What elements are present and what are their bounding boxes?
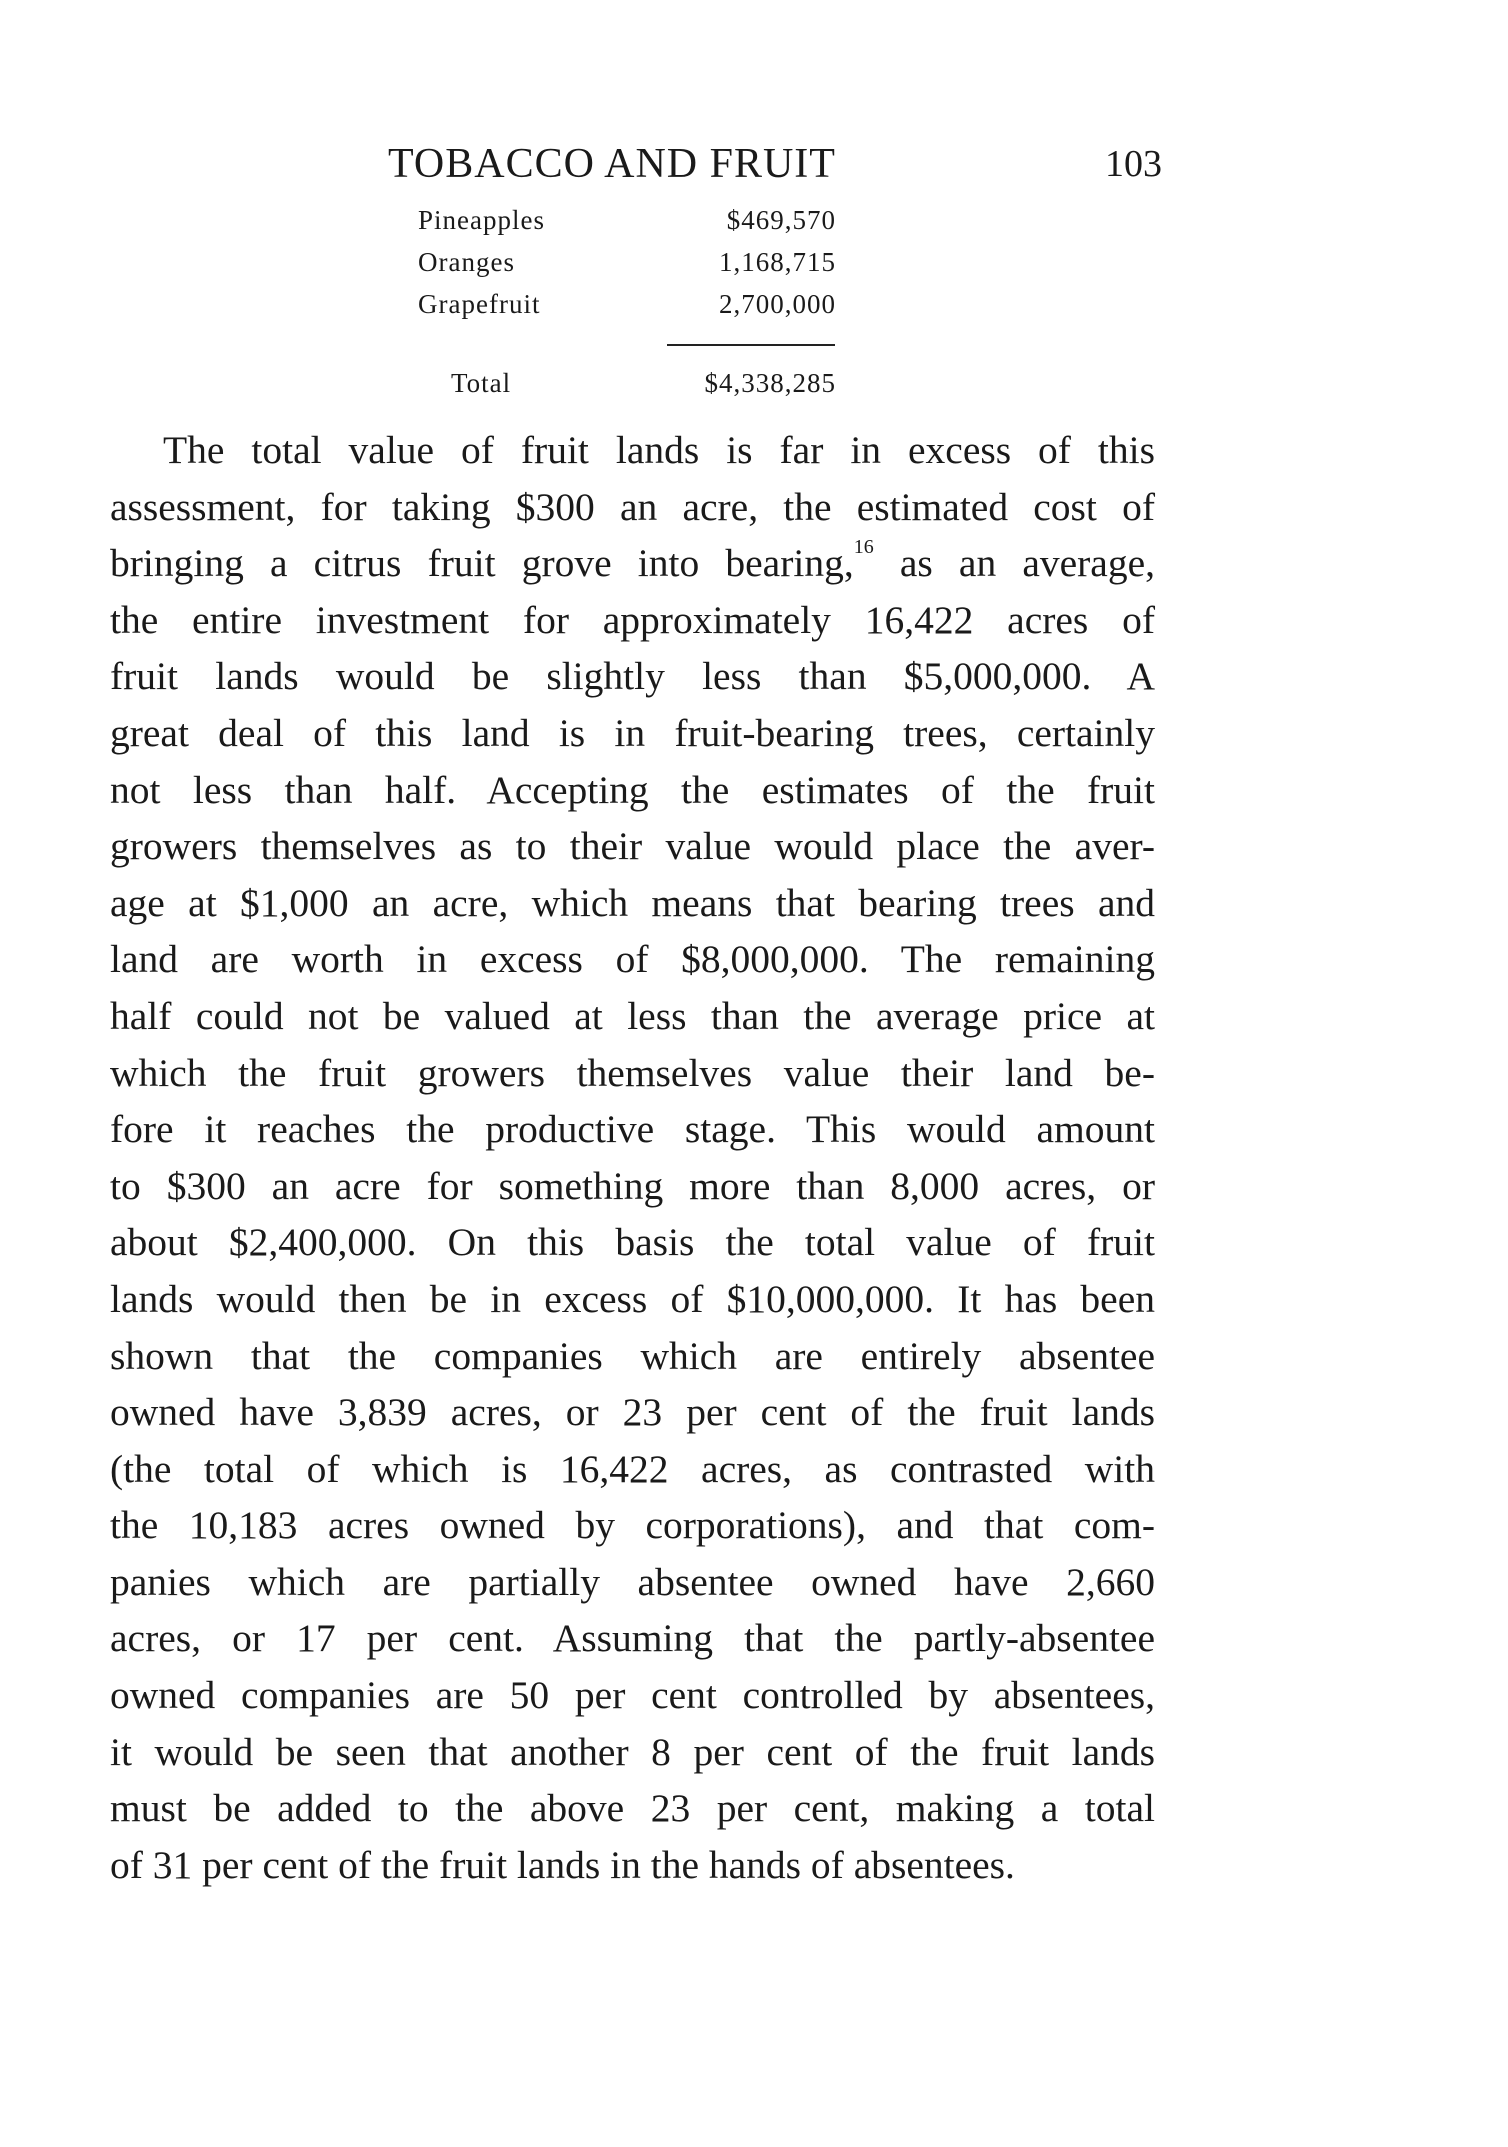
total-label: Total [451,368,512,398]
text-line: owned have 3,839 acres, or 23 per cent of the fruit lands [110,1390,1155,1435]
text-line: of 31 per cent of the fruit lands in the hands of absentees. [110,1842,1015,1887]
text-line: The total value of fruit lands is far in excess of this [163,428,1155,472]
text-line: about $2,400,000. On this basis the total value of fruit [110,1220,1155,1265]
text-line: growers themselves as to their value would place the aver- [110,824,1155,869]
text-line: shown that the companies which are entirely absentee [110,1333,1155,1378]
text-line: which the fruit growers themselves value their land be- [110,1050,1155,1095]
text-line: not less than half. Accepting the estimates of the fruit [110,767,1155,812]
text-segment: bringing a citrus fruit grove into bearing, [110,541,854,586]
text-line: (the total of which is 16,422 acres, as contrasted with [110,1446,1155,1491]
text-line: land are worth in excess of $8,000,000. The remaining [110,937,1155,982]
text-line: to $300 an acre for something more than 8,000 acres, or [110,1163,1155,1208]
text-line: fore it reaches the productive stage. This would amount [110,1107,1155,1152]
running-title: TOBACCO AND FRUIT [388,141,836,187]
text-line: must be added to the above 23 per cent, making a total [110,1786,1155,1831]
text-line: the 10,183 acres owned by corporations), and that com- [110,1503,1155,1548]
text-line: half could not be valued at less than the average price at [110,993,1155,1038]
sum-rule [667,344,835,346]
footnote-reference: 16 [853,536,874,559]
row-label: Pineapples [418,205,545,235]
row-label: Grapefruit [418,289,541,319]
row-value: 1,168,715 [719,247,836,277]
total-value: $4,338,285 [704,368,836,398]
text-line: age at $1,000 an acre, which means that bearing trees and [110,880,1155,925]
text-line-with-footnote [110,535,1155,592]
text-line: assessment, for taking $300 an acre, the estimated cost of [110,484,1155,529]
text-line: the entire investment for approximately 16,422 acres of [110,597,1155,642]
row-label: Oranges [418,247,515,277]
body-paragraph [110,422,1155,1893]
text-segment: as an average, [873,541,1155,586]
row-value: 2,700,000 [719,289,836,319]
text-line: lands would then be in excess of $10,000,000. It has been [110,1276,1155,1321]
text-line: owned companies are 50 per cent controlled by absentees, [110,1673,1155,1718]
text-line: it would be seen that another 8 per cent of the fruit lands [110,1729,1155,1774]
text-line: great deal of this land is in fruit-bearing trees, certainly [110,710,1155,755]
page-number: 103 [1105,143,1162,185]
row-value: $469,570 [726,205,836,235]
text-line: acres, or 17 per cent. Assuming that the partly-absentee [110,1616,1155,1661]
text-line: panies which are partially absentee owned have 2,660 [110,1559,1155,1604]
text-line: fruit lands would be slightly less than $5,000,000. A [110,654,1155,699]
